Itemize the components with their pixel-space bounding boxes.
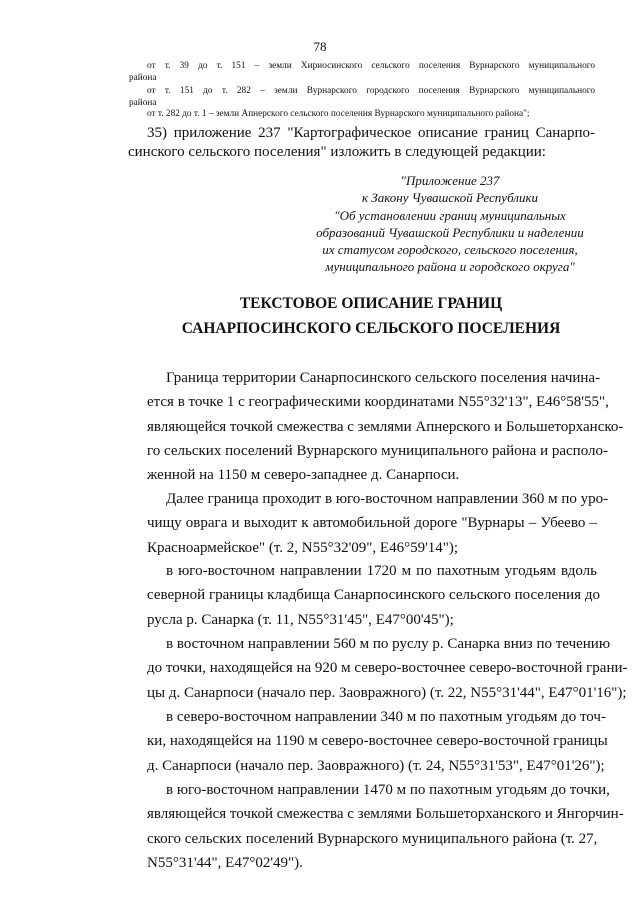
title-line: САНАРПОСИНСКОГО СЕЛЬСКОГО ПОСЕЛЕНИЯ: [181, 320, 561, 337]
appendix-header: [300, 172, 600, 276]
amendment-item-35: [128, 124, 595, 162]
text-line: до точки, находящейся на 920 м северо-восточнее северо-восточной грани-: [147, 660, 628, 677]
paragraph: [147, 366, 624, 487]
amendment-line: синского сельского поселения" изложить в следующей редакции:: [128, 144, 546, 160]
appendix-line: "Приложение 237: [400, 173, 500, 188]
text-line: в восточном направлении 560 м по руслу р. Санарка вниз по течению: [166, 636, 611, 652]
text-line: цы д. Санарпоси (начало пер. Заовражного) (т. 22, N55°31'44", E47°01'16");: [147, 684, 627, 701]
paragraph: [147, 778, 624, 875]
paragraph: [147, 632, 628, 705]
appendix-line: "Об установлении границ муниципальных: [334, 207, 566, 223]
text-line: ки, находящейся на 1190 м северо-восточнее северо-восточной границы: [147, 733, 608, 750]
appendix-line: образований Чувашской Республики и наделении: [316, 224, 584, 240]
paragraph: [147, 559, 600, 632]
text-line: Красноармейское" (т. 2, N55°32'09", E46°59'14");: [147, 539, 459, 556]
text-line: N55°31'44", E47°02'49").: [147, 854, 303, 871]
appendix-line: муниципального района и городского округа": [325, 259, 575, 275]
text-line: являющейся точкой смежества с землями Апнерского и Большеторханско-: [147, 418, 624, 435]
text-line: Далее граница проходит в юго-восточном направлении 360 м по уро-: [166, 491, 609, 507]
text-line: Граница территории Санарпосинского сельского поселения начина-: [166, 370, 601, 386]
appendix-line: к Закону Чувашской Республики: [361, 190, 539, 206]
text-line: ского сельских поселений Вурнарского муниципального района (т. 27,: [147, 830, 598, 847]
title-line: ТЕКСТОВОЕ ОПИСАНИЕ ГРАНИЦ: [239, 295, 503, 312]
amendment-line: 35) приложение 237 "Картографическое описание границ Санарпо-: [147, 125, 595, 141]
list-item: [147, 60, 595, 72]
text-line: северной границы кладбища Санарпосинского сельского поселения до: [147, 587, 600, 604]
list-item-continuation: района: [129, 73, 157, 83]
list-item-continuation: района: [129, 98, 157, 108]
text-line: являющейся точкой смежества с землями Большеторханского и Янгорчин-: [147, 806, 624, 823]
text-line: в юго-восточном направлении 1470 м по пахотным угодьям до точки,: [166, 782, 610, 798]
text-line: в северо-восточном направлении 340 м по пахотным угодьям до точ-: [166, 709, 606, 725]
text-line: чищу оврага и выходит к автомобильной дороге "Вурнары – Убеево –: [147, 515, 597, 532]
text-line: го сельских поселений Вурнарского муниципального района и располо-: [147, 442, 608, 459]
text-line: д. Санарпоси (начало пер. Заовражного) (т. 24, N55°31'53", E47°01'26");: [147, 757, 605, 774]
appendix-line: их статусом городского, сельского поселения,: [322, 242, 578, 258]
document-title: [147, 291, 595, 341]
paragraph: [147, 705, 608, 778]
list-item: [147, 85, 595, 97]
list-item-line: от т. 39 до т. 151 – земли Хириосинского сельского поселения Вурнарского муниципального: [147, 61, 595, 71]
text-line: женной на 1150 м северо-западнее д. Санарпоси.: [147, 467, 460, 484]
text-line: русла р. Санарка (т. 11, N55°31'45", E47°00'45");: [147, 611, 454, 628]
list-item-line: от т. 282 до т. 1 – земли Апнерского сельского поселения Вурнарского муниципального района";: [147, 109, 530, 119]
page-number: 78: [313, 39, 327, 54]
paragraph: [147, 487, 609, 560]
text-line: ется в точке 1 с географическими координатами N55°32'13", E46°58'55",: [147, 394, 609, 411]
list-item: [147, 108, 599, 120]
text-line: в юго-восточном направлении 1720 м по пахотным угодьям вдоль: [166, 563, 597, 579]
list-item-line: от т. 151 до т. 282 – земли Вурнарского городского поселения Вурнарского муниципального: [147, 86, 595, 96]
